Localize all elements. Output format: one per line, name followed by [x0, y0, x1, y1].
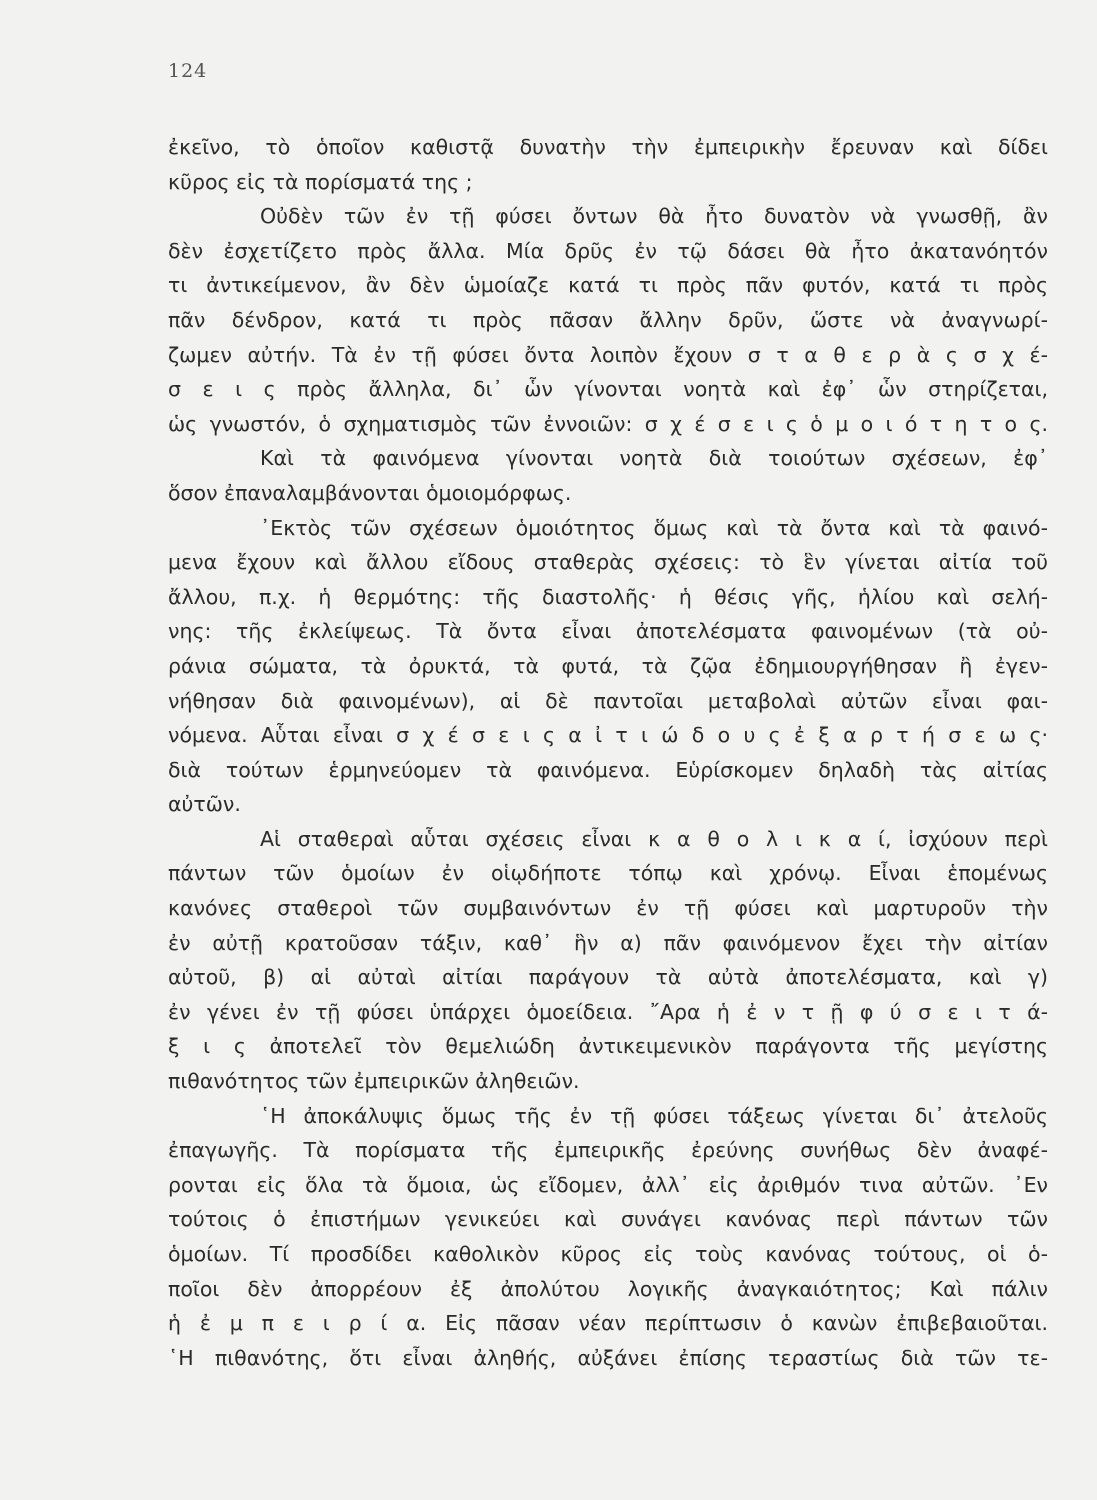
text-line: κῦρος εἰς τὰ πορίσματά της ; — [168, 169, 473, 194]
text-line: τούτοις ὁ ἐπιστήμων γενικεύει καὶ συνάγει κανόνας περὶ πάντων τῶν — [168, 1207, 1048, 1232]
text-line: ἄλλου, π.χ. ἡ θερμότης: τῆς διαστολῆς· ἡ θέσις γῆς, ἡλίου καὶ σελή- — [168, 584, 1048, 609]
text-line: ᾽Εκτὸς τῶν σχέσεων ὁμοιότητος ὅμως καὶ τὰ ὄντα καὶ τὰ φαινό- — [260, 515, 1048, 540]
text-line: νόμενα. Αὗται εἶναι σ χ έ σ ε ι ς α ἰ τ ι ώ δ ο υ ς ἐ ξ α ρ τ ή σ ε ω ς· — [168, 723, 1048, 748]
text-line: ἐν αὐτῇ κρατοῦσαν τάξιν, καθ᾽ ἣν α) πᾶν φαινόμενον ἔχει τὴν αἰτίαν — [168, 930, 1048, 955]
text-line: ὅσον ἐπαναλαμβάνονται ὁμοιομόρφως. — [168, 480, 572, 505]
page-number: 124 — [168, 60, 208, 82]
body-text — [168, 130, 1048, 1375]
text-line: ποῖοι δὲν ἀπορρέουν ἐξ ἀπολύτου λογικῆς ἀναγκαιότητος; Καὶ πάλιν — [168, 1276, 1048, 1301]
text-line: σ ε ι ς πρὸς ἄλληλα, δι᾽ ὧν γίνονται νοητὰ καὶ ἐφ᾽ ὧν στηρίζεται, — [168, 377, 1048, 402]
text-line: κανόνες σταθεροὶ τῶν συμβαινόντων ἐν τῇ φύσει καὶ μαρτυροῦν τὴν — [168, 896, 1048, 921]
text-line: ἐκεῖνο, τὸ ὁποῖον καθιστᾷ δυνατὴν τὴν ἐμπειρικὴν ἔρευναν καὶ δίδει — [168, 135, 1048, 159]
text-line: πιθανότητος τῶν ἐμπειρικῶν ἀληθειῶν. — [168, 1069, 580, 1094]
text-line: νης: τῆς ἐκλείψεως. Τὰ ὄντα εἶναι ἀποτελέσματα φαινομένων (τὰ οὐ- — [168, 619, 1048, 644]
text-line: ζωμεν αὐτήν. Τὰ ἐν τῇ φύσει ὄντα λοιπὸν ἔχουν σ τ α θ ε ρ ὰ ς σ χ έ- — [168, 342, 1048, 367]
text-line: ρονται εἰς ὅλα τὰ ὅμοια, ὡς εἴδομεν, ἀλλ᾽ εἰς ἀριθμόν τινα αὐτῶν. ᾽Εν — [168, 1172, 1048, 1197]
text-line: δὲν ἐσχετίζετο πρὸς ἄλλα. Μία δρῦς ἐν τῷ δάσει θὰ ἦτο ἀκατανόητόν — [168, 238, 1048, 263]
text-line: ῾Η πιθανότης, ὅτι εἶναι ἀληθής, αὐξάνει ἐπίσης τεραστίως διὰ τῶν τε- — [168, 1345, 1048, 1370]
text-line: πάντων τῶν ὁμοίων ἐν οἱῳδήποτε τόπῳ καὶ χρόνῳ. Εἶναι ἑπομένως — [168, 861, 1048, 886]
text-line: μενα ἔχουν καὶ ἄλλου εἴδους σταθερὰς σχέσεις: τὸ ἓν γίνεται αἰτία τοῦ — [168, 550, 1048, 575]
text-line: Οὐδὲν τῶν ἐν τῇ φύσει ὄντων θὰ ἦτο δυνατὸν νὰ γνωσθῇ, ἂν — [260, 204, 1048, 229]
text-line: Αἱ σταθεραὶ αὗται σχέσεις εἶναι κ α θ ο λ ι κ α ί, ἰσχύουν περὶ — [260, 826, 1048, 851]
text-line: πᾶν δένδρον, κατά τι πρὸς πᾶσαν ἄλλην δρῦν, ὥστε νὰ ἀναγνωρί- — [168, 307, 1048, 332]
text-line: ἐν γένει ἐν τῇ φύσει ὑπάρχει ὁμοείδεια. ῎Αρα ἡ ἐ ν τ ῇ φ ύ σ ε ι τ ά- — [168, 999, 1048, 1024]
text-line: διὰ τούτων ἑρμηνεύομεν τὰ φαινόμενα. Εὑρίσκομεν δηλαδὴ τὰς αἰτίας — [168, 757, 1048, 782]
text-line: ξ ι ς ἀποτελεῖ τὸν θεμελιώδη ἀντικειμενικὸν παράγοντα τῆς μεγίστης — [168, 1034, 1048, 1059]
text-line: ἐπαγωγῆς. Τὰ πορίσματα τῆς ἐμπειρικῆς ἐρεύνης συνήθως δὲν ἀναφέ- — [168, 1138, 1048, 1163]
text-line: ὡς γνωστόν, ὁ σχηματισμὸς τῶν ἐννοιῶν: σ χ έ σ ε ι ς ὁ μ ο ι ό τ η τ ο ς. — [168, 411, 1048, 436]
text-line: Καὶ τὰ φαινόμενα γίνονται νοητὰ διὰ τοιούτων σχέσεων, ἐφ᾽ — [260, 446, 1048, 471]
text-line: ράνια σώματα, τὰ ὀρυκτά, τὰ φυτά, τὰ ζῷα ἐδημιουργήθησαν ἢ ἐγεν- — [168, 653, 1048, 678]
text-line: ὁμοίων. Τί προσδίδει καθολικὸν κῦρος εἰς τοὺς κανόνας τούτους, οἱ ὁ- — [168, 1242, 1048, 1266]
text-line: αὐτῶν. — [168, 792, 241, 817]
text-line: αὐτοῦ, β) αἱ αὐταὶ αἰτίαι παράγουν τὰ αὐτὰ ἀποτελέσματα, καὶ γ) — [168, 965, 1048, 990]
text-line: τι ἀντικείμενον, ἂν δὲν ὡμοίαζε κατά τι πρὸς πᾶν φυτόν, κατά τι πρὸς — [168, 273, 1048, 298]
text-line: ἡ ἐ μ π ε ι ρ ί α. Εἰς πᾶσαν νέαν περίπτωσιν ὁ κανὼν ἐπιβεβαιοῦται. — [168, 1311, 1048, 1336]
text-line: νήθησαν διὰ φαινομένων), αἱ δὲ παντοῖαι μεταβολαὶ αὐτῶν εἶναι φαι- — [168, 688, 1048, 713]
text-line: ῾Η ἀποκάλυψις ὅμως τῆς ἐν τῇ φύσει τάξεως γίνεται δι᾽ ἀτελοῦς — [260, 1103, 1048, 1128]
